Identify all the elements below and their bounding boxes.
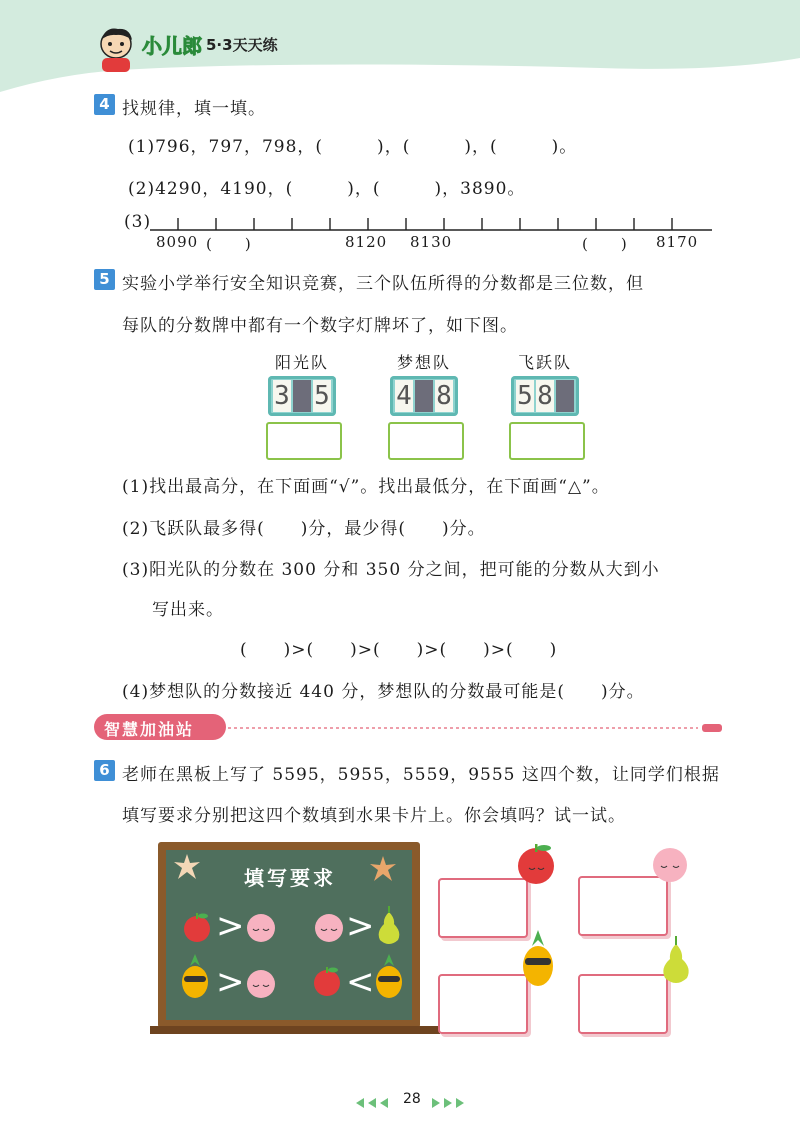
apple-icon [514,840,558,886]
numberline-label-3: 8130 [410,233,453,251]
answer-box[interactable] [388,422,464,460]
numberline-label-2: 8120 [345,233,388,251]
team-name: 梦想队 [396,353,451,372]
broken-digit [415,380,433,412]
answer-box[interactable] [266,422,342,460]
pear-answer-card[interactable] [578,974,668,1034]
q5-sub1: (1)找出最高分，在下面画“√”。找出最低分，在下面画“△”。 [122,477,610,497]
chalkboard-tray [150,1026,440,1034]
page-number: 28 [403,1091,421,1107]
peach-answer-card[interactable] [578,876,668,936]
score-board [511,376,579,416]
q4-title: 找规律，填一填。 [122,99,266,119]
peach-icon [244,966,278,1000]
section-title: 智慧加油站 [104,720,195,739]
numberline-label-0: 8090 [156,233,199,251]
q5-sub4: (4)梦想队的分数接近 440 分，梦想队的分数最可能是( )分。 [122,682,645,702]
digit: 8 [436,381,452,411]
answer-box[interactable] [509,422,585,460]
brand-logo: 小儿郎 [142,34,202,58]
peach-icon [244,910,278,944]
q5-stem-line2: 每队的分数牌中都有一个数字灯牌坏了，如下图。 [122,316,518,336]
series-title: 5·3天天练 [206,36,278,54]
digit: 8 [537,381,553,411]
team-name: 阳光队 [274,353,329,372]
rule-symbol: > [216,906,246,946]
peach-icon [650,844,690,884]
rule-symbol: > [346,906,376,946]
pineapple-answer-card[interactable] [438,974,528,1034]
section-divider [228,720,728,734]
q5-stem-line1: 实验小学举行安全知识竞赛，三个队伍所得的分数都是三位数，但 [122,274,644,294]
mascot-avatar [96,26,136,72]
digit: 4 [396,381,412,411]
q6-stem-line2: 填写要求分别把这四个数填到水果卡片上。你会填吗？试一试。 [122,806,626,826]
number-line [150,212,720,232]
numberline-label-5: 8170 [656,233,699,251]
team-card-feiyue [505,352,585,458]
footer-arrows-left [356,1094,396,1106]
q6-stem-line1: 老师在黑板上写了 5595，5955，5559，9555 这四个数，让同学们根据 [122,765,720,785]
q4-number-badge: 4 [94,94,115,115]
numberline-label-4: ( ) [582,235,628,253]
numberline-label-1: ( ) [206,235,252,253]
pineapple-icon [178,952,212,1000]
rule-symbol: < [346,962,376,1002]
pear-icon [374,904,404,948]
broken-digit [293,380,311,412]
team-card-mengxiang [384,352,464,458]
footer-arrows-right [432,1094,472,1106]
q4-line2: (2)4290，4190，( )，( )，3890。 [128,179,526,199]
team-name: 飞跃队 [517,353,572,372]
peach-icon [312,910,346,944]
digit: 3 [274,381,290,411]
q4-numberline-prefix: (3) [124,212,152,232]
q6-number-badge: 6 [94,760,115,781]
score-board [390,376,458,416]
rule-symbol: > [216,962,246,1002]
leaf-icon [172,852,202,882]
score-board [268,376,336,416]
apple-icon [310,964,344,998]
apple-icon [180,910,214,944]
digit: 5 [517,381,533,411]
q5-sub3-line2: 写出来。 [152,600,224,620]
leaf-icon [368,854,398,884]
digit: 5 [314,381,330,411]
team-card-yangguang [262,352,342,458]
pineapple-icon [518,928,558,988]
broken-digit [556,380,574,412]
board-title: 填写要求 [244,866,336,890]
q5-sub3-line1: (3)阳光队的分数在 300 分和 350 分之间，把可能的分数从大到小 [122,560,660,580]
q5-number-badge: 5 [94,269,115,290]
q5-sub2: (2)飞跃队最多得( )分，最少得( )分。 [122,519,486,539]
q5-sub3-answer: ( )>( )>( )>( )>( ) [240,640,558,660]
apple-answer-card[interactable] [438,878,528,938]
pear-icon [658,934,694,988]
pineapple-icon [372,952,406,1000]
q4-line1: (1)796，797，798，( )，( )，( )。 [128,137,578,157]
